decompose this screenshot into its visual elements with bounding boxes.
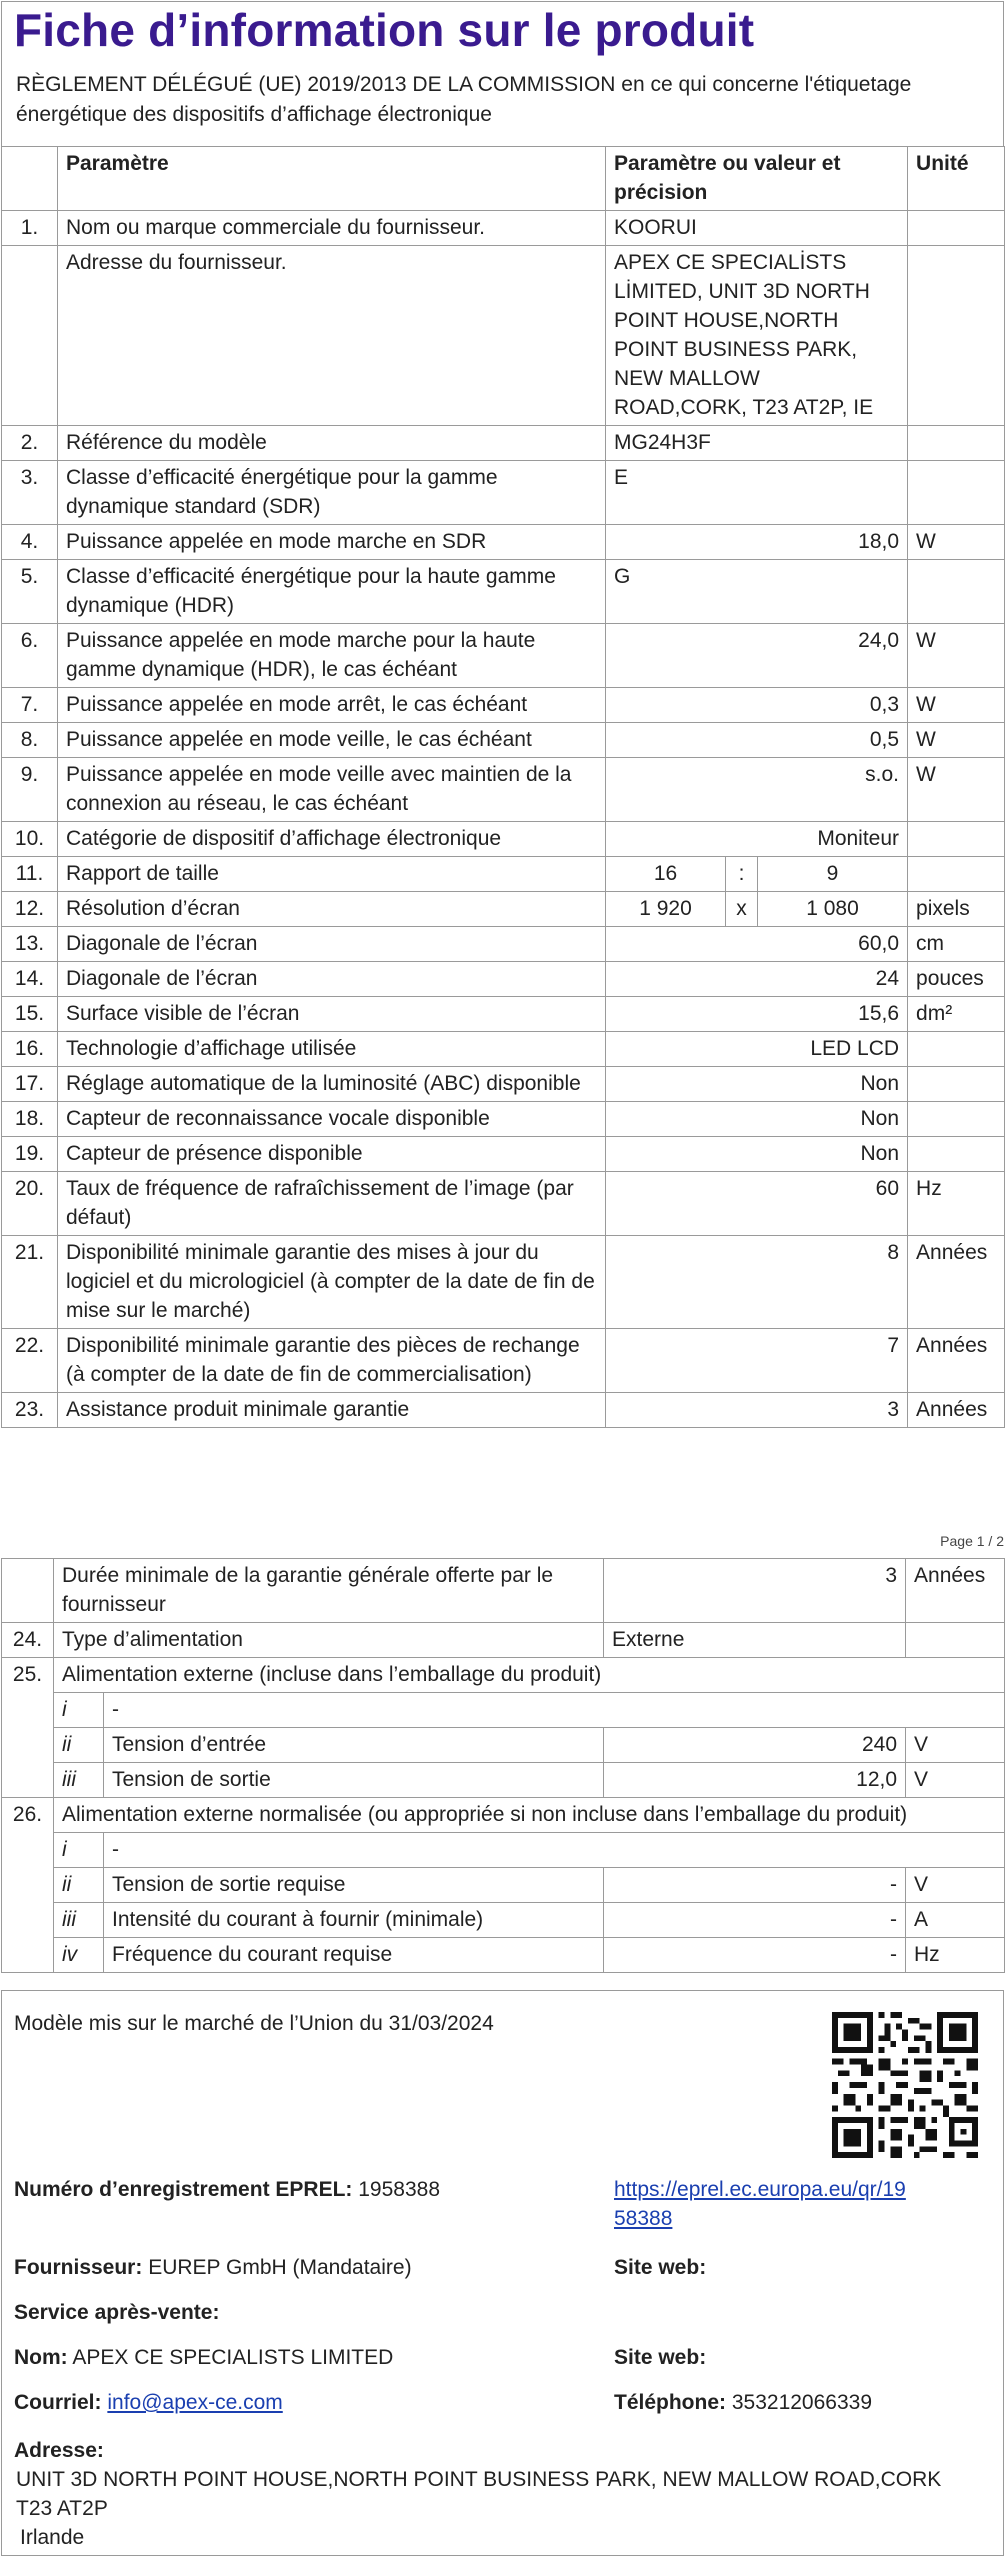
row-unit: Années <box>908 1329 1005 1393</box>
row-num: 5. <box>2 560 58 624</box>
table-row <box>2 1329 1005 1393</box>
row-value: Externe <box>604 1623 906 1658</box>
name-label: Nom: <box>14 2346 68 2369</box>
row-num: 17. <box>2 1067 58 1102</box>
service-label: Service après-vente: <box>14 2301 220 2324</box>
row-value: Moniteur <box>606 822 908 857</box>
row-unit <box>908 822 1005 857</box>
resolution-width: 1 920 <box>606 892 726 927</box>
row-num: 15. <box>2 997 58 1032</box>
row-value: 18,0 <box>606 525 908 560</box>
row-unit <box>908 211 1005 246</box>
row-unit: W <box>908 525 1005 560</box>
header-unit: Unité <box>908 147 1005 211</box>
row-unit: cm <box>908 927 1005 962</box>
row-value: APEX CE SPECIALİSTS LİMITED, UNIT 3D NORTH POINT HOUSE,NORTH POINT BUSINESS PARK, NEW MALLOW ROAD,CORK, T23 AT2P, IE <box>606 246 908 426</box>
row-num: 13. <box>2 927 58 962</box>
table-row <box>2 1067 1005 1102</box>
service-name <box>14 2343 393 2372</box>
regulation-subtitle: RÈGLEMENT DÉLÉGUÉ (UE) 2019/2013 DE LA COMMISSION en ce qui concerne l'étiquetage énergétique des dispositifs d’affichage électronique <box>16 73 912 126</box>
page-number: Page 1 / 2 <box>940 1533 1004 1549</box>
row-num: 8. <box>2 723 58 758</box>
header-param: Paramètre <box>58 147 606 211</box>
sub-index: iii <box>54 1763 104 1798</box>
row-value: Non <box>606 1102 908 1137</box>
table-row <box>2 1172 1005 1236</box>
market-date: Modèle mis sur le marché de l’Union du 31/03/2024 <box>14 2012 494 2035</box>
ratio-height: 9 <box>758 857 908 892</box>
sub-index: i <box>54 1693 104 1728</box>
row-num: 26. <box>2 1798 54 1973</box>
row-label: Assistance produit minimale garantie <box>58 1393 606 1428</box>
row-label: Diagonale de l’écran <box>58 962 606 997</box>
address-line-2: T23 AT2P <box>16 2497 108 2520</box>
row-num: 24. <box>2 1623 54 1658</box>
section-label: Alimentation externe normalisée (ou appropriée si non incluse dans l’emballage du produit) <box>54 1798 1005 1833</box>
sub-unit: V <box>906 1763 1005 1798</box>
row-unit: pouces <box>908 962 1005 997</box>
name-value: APEX CE SPECIALISTS LIMITED <box>72 2346 394 2369</box>
row-num: 6. <box>2 624 58 688</box>
row-label: Référence du modèle <box>58 426 606 461</box>
row-value: Non <box>606 1137 908 1172</box>
row-num: 16. <box>2 1032 58 1067</box>
sub-value: - <box>604 1938 906 1973</box>
row-label: Réglage automatique de la luminosité (ABC) disponible <box>58 1067 606 1102</box>
row-value: KOORUI <box>606 211 908 246</box>
row-label: Classe d’efficacité énergétique pour la gamme dynamique standard (SDR) <box>58 461 606 525</box>
table-row <box>2 1137 1005 1172</box>
row-num: 4. <box>2 525 58 560</box>
sub-label: Tension de sortie requise <box>104 1868 604 1903</box>
row-value: 60 <box>606 1172 908 1236</box>
supplier-label: Fournisseur: <box>14 2256 143 2279</box>
row-value: 8 <box>606 1236 908 1329</box>
row-value: MG24H3F <box>606 426 908 461</box>
row-unit <box>908 246 1005 426</box>
eprel-link[interactable] <box>614 2178 906 2230</box>
aspect-ratio-row <box>2 857 1005 892</box>
row-unit: dm² <box>908 997 1005 1032</box>
sub-value: - <box>604 1903 906 1938</box>
table-row <box>2 688 1005 723</box>
section-label: Alimentation externe (incluse dans l’emballage du produit) <box>54 1658 1005 1693</box>
ratio-separator: : <box>726 857 758 892</box>
eprel-label: Numéro d’enregistrement EPREL: <box>14 2178 353 2201</box>
sub-row <box>2 1903 1005 1938</box>
sub-unit: V <box>906 1728 1005 1763</box>
sub-label: Fréquence du courant requise <box>104 1938 604 1973</box>
row-label: Taux de fréquence de rafraîchissement de l’image (par défaut) <box>58 1172 606 1236</box>
row-num: 19. <box>2 1137 58 1172</box>
table-row <box>2 1393 1005 1428</box>
resolution-separator: x <box>726 892 758 927</box>
row-unit: W <box>908 758 1005 822</box>
row-unit <box>908 426 1005 461</box>
sub-row <box>2 1938 1005 1973</box>
address-label: Adresse: <box>14 2439 104 2462</box>
row-unit: Années <box>908 1236 1005 1329</box>
product-info-table <box>1 146 1005 1428</box>
sub-label: Intensité du courant à fournir (minimale) <box>104 1903 604 1938</box>
row-num <box>2 246 58 426</box>
sub-label: Tension d’entrée <box>104 1728 604 1763</box>
row-unit: W <box>908 723 1005 758</box>
table-row <box>2 758 1005 822</box>
supplier-value: EUREP GmbH (Mandataire) <box>148 2256 412 2279</box>
row-num: 10. <box>2 822 58 857</box>
row-unit <box>906 1623 1005 1658</box>
row-value: G <box>606 560 908 624</box>
sub-label: - <box>104 1833 1005 1868</box>
row-label: Puissance appelée en mode arrêt, le cas échéant <box>58 688 606 723</box>
row-label: Diagonale de l’écran <box>58 927 606 962</box>
row-unit <box>908 560 1005 624</box>
row-label: Résolution d’écran <box>58 892 606 927</box>
row-label: Capteur de présence disponible <box>58 1137 606 1172</box>
phone <box>614 2388 872 2417</box>
row-num: 25. <box>2 1658 54 1798</box>
row-num: 2. <box>2 426 58 461</box>
row-label: Rapport de taille <box>58 857 606 892</box>
row-value: 7 <box>606 1329 908 1393</box>
eprel-link-block[interactable] <box>614 2175 994 2233</box>
row-num: 1. <box>2 211 58 246</box>
row-unit: W <box>908 688 1005 723</box>
row-value: 60,0 <box>606 927 908 962</box>
row-label: Classe d’efficacité énergétique pour la haute gamme dynamique (HDR) <box>58 560 606 624</box>
row-unit <box>908 1102 1005 1137</box>
row-num: 23. <box>2 1393 58 1428</box>
power-type-row <box>2 1623 1005 1658</box>
row-value: s.o. <box>606 758 908 822</box>
table-row <box>2 246 1005 426</box>
sub-row <box>2 1693 1005 1728</box>
table-row <box>2 525 1005 560</box>
row-label: Technologie d’affichage utilisée <box>58 1032 606 1067</box>
table-row <box>2 997 1005 1032</box>
phone-value: 353212066339 <box>731 2391 873 2414</box>
row-num: 9. <box>2 758 58 822</box>
sub-value: - <box>604 1868 906 1903</box>
eprel-number <box>14 2175 440 2204</box>
email-link[interactable]: info@apex-ce.com <box>107 2391 283 2414</box>
table-row <box>2 211 1005 246</box>
row-num: 22. <box>2 1329 58 1393</box>
row-num: 18. <box>2 1102 58 1137</box>
header-num <box>2 147 58 211</box>
row-unit: pixels <box>908 892 1005 927</box>
table-row <box>2 1032 1005 1067</box>
sub-index: i <box>54 1833 104 1868</box>
row-label: Capteur de reconnaissance vocale disponible <box>58 1102 606 1137</box>
row-num: 3. <box>2 461 58 525</box>
email-label: Courriel: <box>14 2391 102 2414</box>
row-unit: Années <box>906 1559 1005 1623</box>
row-label: Puissance appelée en mode veille, le cas échéant <box>58 723 606 758</box>
row-label: Catégorie de dispositif d’affichage électronique <box>58 822 606 857</box>
page-title: Fiche d’information sur le produit <box>14 4 755 56</box>
power-supply-table <box>1 1558 1005 1973</box>
row-value: E <box>606 461 908 525</box>
row-value: LED LCD <box>606 1032 908 1067</box>
row-unit <box>908 461 1005 525</box>
phone-label: Téléphone: <box>614 2391 727 2414</box>
row-value: 24 <box>606 962 908 997</box>
table-row <box>2 962 1005 997</box>
row-label: Puissance appelée en mode marche en SDR <box>58 525 606 560</box>
service-website-label: Site web: <box>614 2346 707 2369</box>
email <box>14 2388 283 2417</box>
row-label: Durée minimale de la garantie générale offerte par le fournisseur <box>54 1559 604 1623</box>
sub-index: iv <box>54 1938 104 1973</box>
sub-unit: A <box>906 1903 1005 1938</box>
table-row <box>2 461 1005 525</box>
row-value: 15,6 <box>606 997 908 1032</box>
eprel-link-line2: 58388 <box>614 2207 673 2230</box>
sub-index: iii <box>54 1903 104 1938</box>
table-row <box>2 723 1005 758</box>
supplier <box>14 2253 412 2282</box>
header-value: Paramètre ou valeur et précision <box>606 147 908 211</box>
row-num: 7. <box>2 688 58 723</box>
table-row <box>2 560 1005 624</box>
table-row <box>2 1102 1005 1137</box>
row-unit: Hz <box>908 1172 1005 1236</box>
table-header-row <box>2 147 1005 211</box>
sub-row <box>2 1833 1005 1868</box>
row-num: 21. <box>2 1236 58 1329</box>
table-row <box>2 624 1005 688</box>
sub-row <box>2 1728 1005 1763</box>
row-label: Surface visible de l’écran <box>58 997 606 1032</box>
qr-code-icon[interactable] <box>832 2012 978 2158</box>
ratio-width: 16 <box>606 857 726 892</box>
sub-label: - <box>104 1693 1005 1728</box>
row-num: 11. <box>2 857 58 892</box>
row-label: Disponibilité minimale garantie des mises à jour du logiciel et du micrologiciel (à compter de la date de fin de mise sur le marché) <box>58 1236 606 1329</box>
row-num: 14. <box>2 962 58 997</box>
row-value: 3 <box>606 1393 908 1428</box>
sub-row <box>2 1868 1005 1903</box>
sub-label: Tension de sortie <box>104 1763 604 1798</box>
row-unit <box>908 1032 1005 1067</box>
row-value: 3 <box>604 1559 906 1623</box>
row-label: Type d’alimentation <box>54 1623 604 1658</box>
row-value: Non <box>606 1067 908 1102</box>
sub-row <box>2 1763 1005 1798</box>
sub-unit: Hz <box>906 1938 1005 1973</box>
supplier-website-label: Site web: <box>614 2256 707 2279</box>
table-row <box>2 1236 1005 1329</box>
row-unit <box>908 1137 1005 1172</box>
ext-supply-title-row <box>2 1658 1005 1693</box>
row-num: 20. <box>2 1172 58 1236</box>
row-label: Disponibilité minimale garantie des pièces de rechange (à compter de la date de fin de commercialisation) <box>58 1329 606 1393</box>
address-line-1: UNIT 3D NORTH POINT HOUSE,NORTH POINT BUSINESS PARK, NEW MALLOW ROAD,CORK <box>16 2468 942 2491</box>
row-num <box>2 1559 54 1623</box>
table-row <box>2 426 1005 461</box>
row-num: 12. <box>2 892 58 927</box>
row-value: 0,3 <box>606 688 908 723</box>
sub-index: ii <box>54 1728 104 1763</box>
std-supply-title-row <box>2 1798 1005 1833</box>
eprel-value: 1958388 <box>358 2178 441 2201</box>
sub-unit: V <box>906 1868 1005 1903</box>
sub-value: 240 <box>604 1728 906 1763</box>
row-unit <box>908 857 1005 892</box>
row-label: Puissance appelée en mode veille avec maintien de la connexion au réseau, le cas échéant <box>58 758 606 822</box>
address-line-3: Irlande <box>20 2526 85 2549</box>
sub-index: ii <box>54 1868 104 1903</box>
row-label: Adresse du fournisseur. <box>58 246 606 426</box>
row-label: Nom ou marque commerciale du fournisseur. <box>58 211 606 246</box>
eprel-link-line1: https://eprel.ec.europa.eu/qr/19 <box>614 2178 906 2201</box>
row-value: 0,5 <box>606 723 908 758</box>
row-unit: W <box>908 624 1005 688</box>
table-row <box>2 927 1005 962</box>
resolution-row <box>2 892 1005 927</box>
row-label: Puissance appelée en mode marche pour la haute gamme dynamique (HDR), le cas échéant <box>58 624 606 688</box>
sub-value: 12,0 <box>604 1763 906 1798</box>
resolution-height: 1 080 <box>758 892 908 927</box>
warranty-row <box>2 1559 1005 1623</box>
row-unit <box>908 1067 1005 1102</box>
table-row <box>2 822 1005 857</box>
row-value: 24,0 <box>606 624 908 688</box>
row-unit: Années <box>908 1393 1005 1428</box>
